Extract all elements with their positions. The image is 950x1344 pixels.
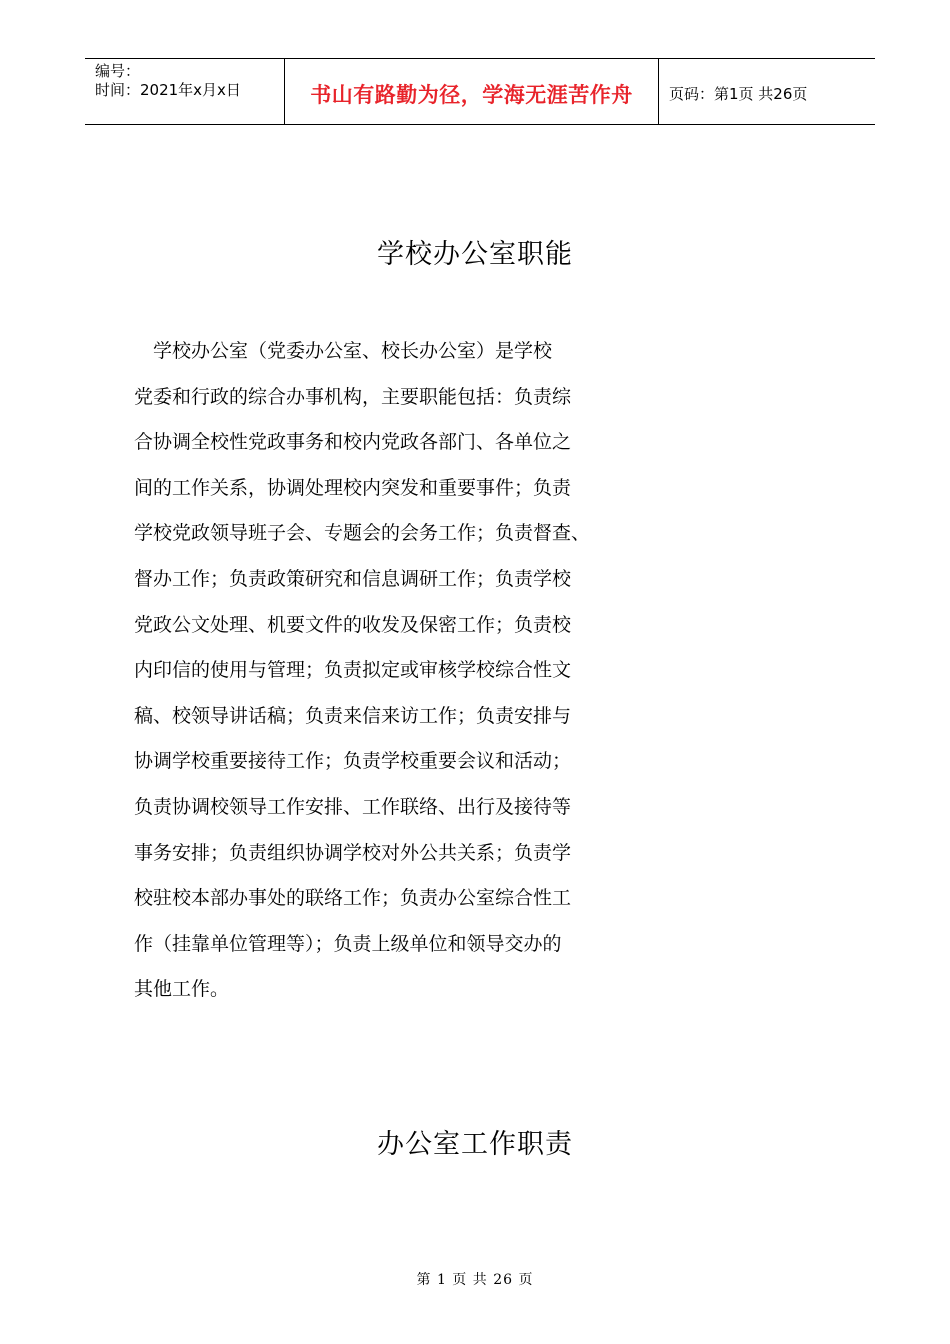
paragraph-line: 稿、校领导讲话稿；负责来信来访工作；负责安排与 <box>134 704 572 727</box>
paragraph-line: 学校办公室（党委办公室、校长办公室）是学校 <box>134 340 553 362</box>
paragraph-line: 党政公文处理、机要文件的收发及保密工作；负责校 <box>134 613 572 636</box>
document-time-label: 时间：2021年x月x日 <box>95 81 241 99</box>
paragraph-line: 其他工作。 <box>134 978 230 1001</box>
paragraph-line: 合协调全校性党政事务和校内党政各部门、各单位之 <box>134 431 572 454</box>
paragraph-line: 协调学校重要接待工作；负责学校重要会议和活动； <box>134 750 572 773</box>
section-body-office-functions <box>134 338 824 1022</box>
header-motto: 书山有路勤为径，学海无涯苦作舟 <box>285 59 659 124</box>
document-number-label: 编号： <box>95 62 141 80</box>
header-meta-cell <box>85 59 285 124</box>
paragraph-line: 学校党政领导班子会、专题会的会务工作；负责督查、 <box>134 522 591 545</box>
page-footer: 第 1 页 共 26 页 <box>416 1272 534 1288</box>
header-table <box>85 58 875 125</box>
paragraph-line: 内印信的使用与管理；负责拟定或审核学校综合性文 <box>134 659 572 682</box>
section-title-office-functions: 学校办公室职能 <box>377 239 573 270</box>
header-page-info: 页码：第1页 共26页 <box>669 85 808 103</box>
paragraph-line: 党委和行政的综合办事机构，主要职能包括：负责综 <box>134 385 572 408</box>
paragraph-line: 校驻校本部办事处的联络工作；负责办公室综合性工 <box>134 887 572 910</box>
paragraph-line: 间的工作关系，协调处理校内突发和重要事件；负责 <box>134 476 572 499</box>
paragraph-line: 事务安排；负责组织协调学校对外公共关系；负责学 <box>134 841 572 864</box>
paragraph-line: 作（挂靠单位管理等）；负责上级单位和领导交办的 <box>134 932 562 955</box>
paragraph-line: 负责协调校领导工作安排、工作联络、出行及接待等 <box>134 795 572 818</box>
paragraph-line: 督办工作；负责政策研究和信息调研工作；负责学校 <box>134 567 572 590</box>
section-title-office-duties: 办公室工作职责 <box>377 1129 573 1160</box>
